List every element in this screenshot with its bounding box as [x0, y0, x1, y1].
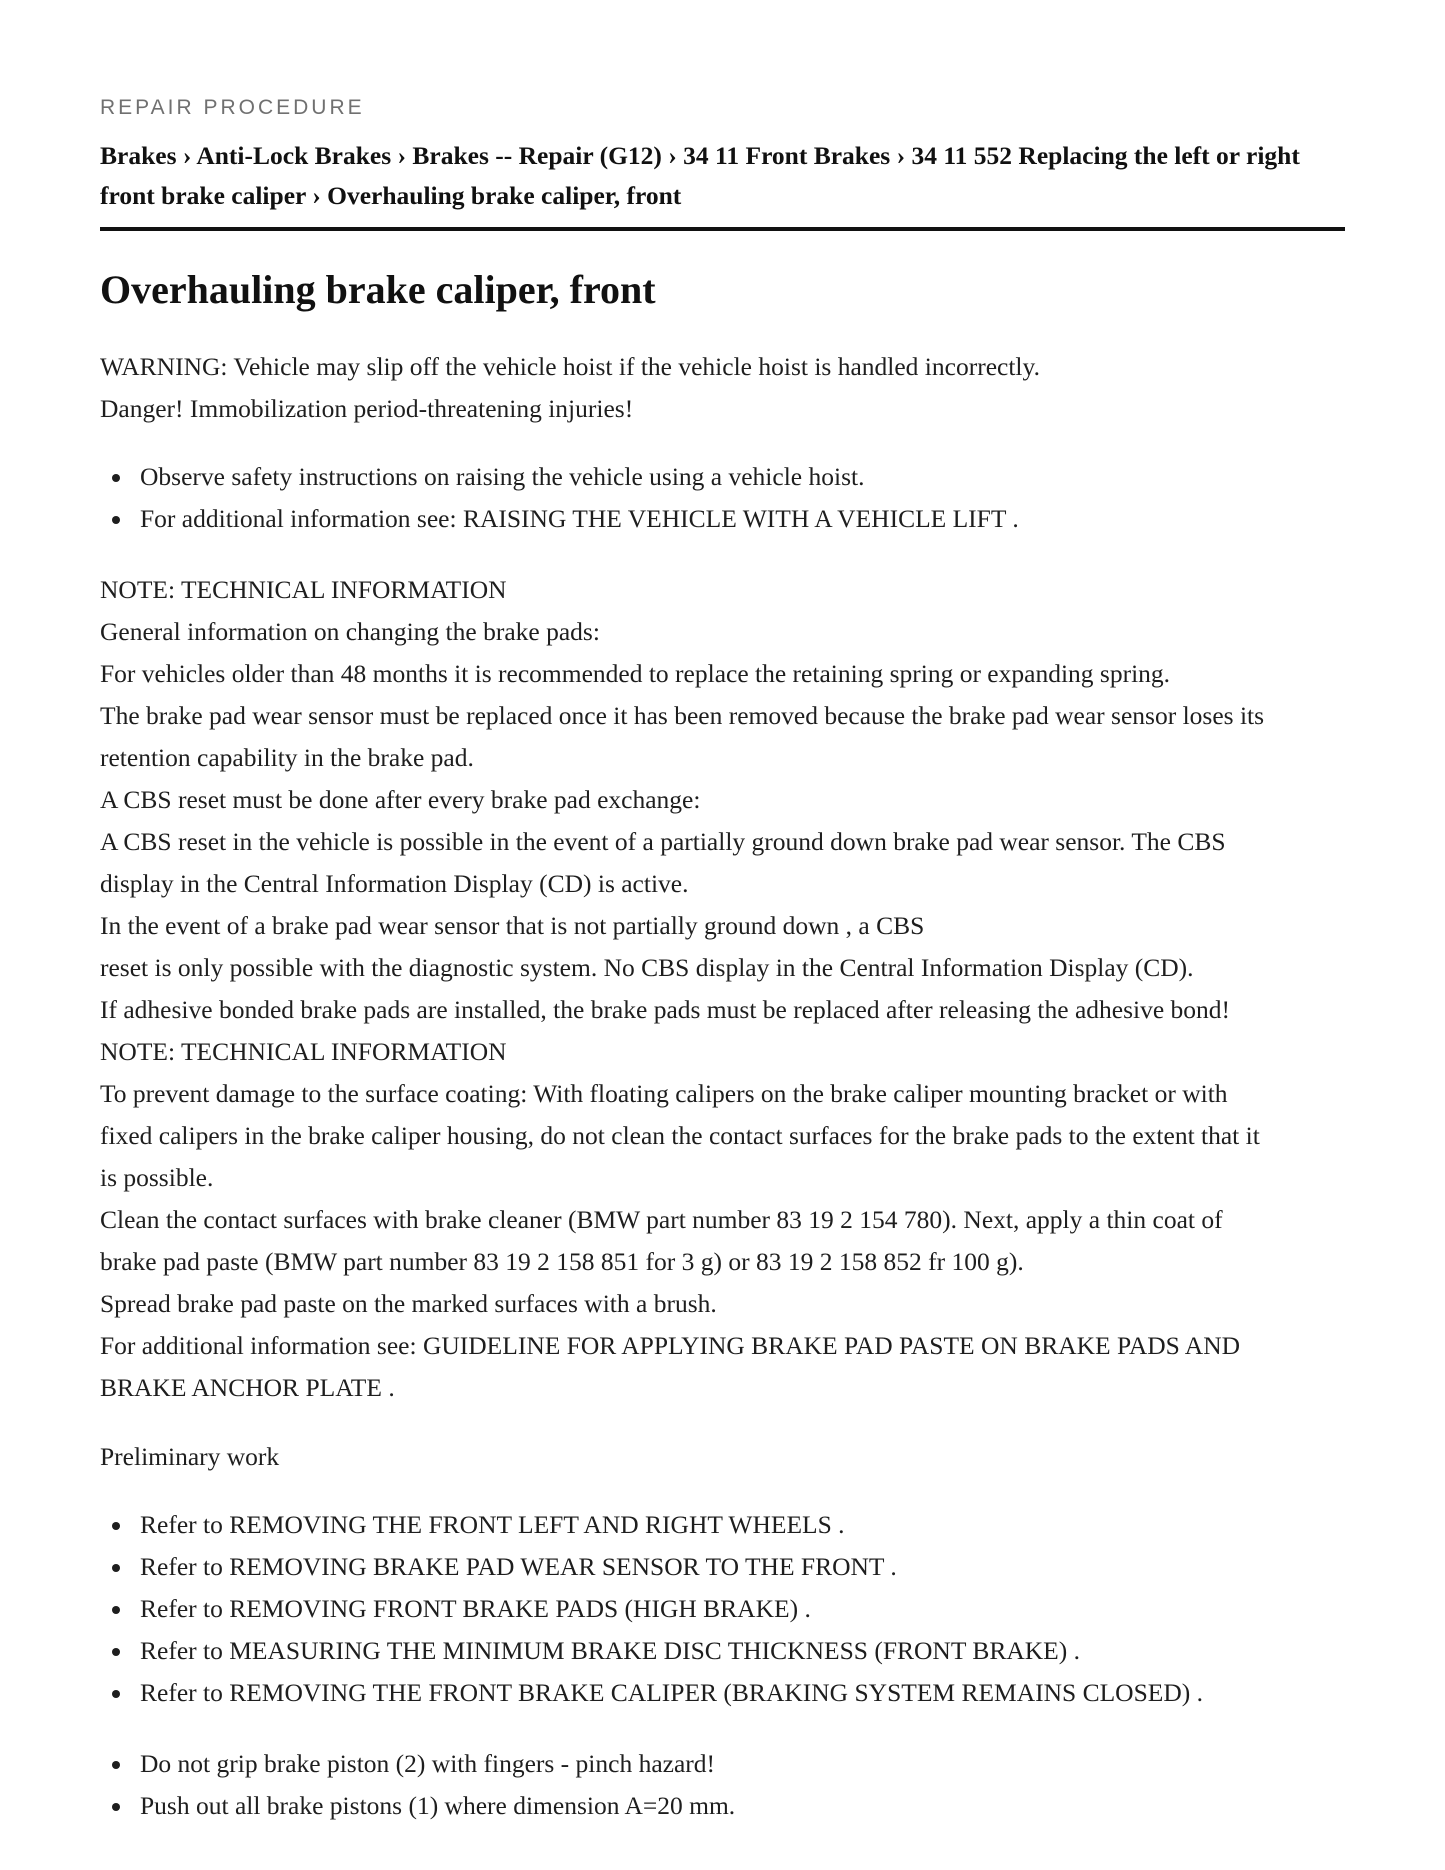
list-item: [100, 1785, 735, 1827]
note-text: reset is only possible with the diagnostic system. No CBS display in the Central Information Display (CD).: [100, 953, 1194, 982]
note-text: [100, 1325, 1345, 1367]
refer-prefix: Refer to: [140, 1510, 230, 1539]
note-text: display in the Central Information Display (CD) is active.: [100, 869, 689, 898]
note-text: is possible.: [100, 1163, 214, 1192]
note-text: In the event of a brake pad wear sensor that is not partially ground down , a CBS: [100, 911, 925, 940]
procedure-list: [100, 1743, 735, 1827]
refer-prefix: Refer to: [140, 1552, 230, 1581]
safety-list: [100, 456, 1019, 540]
breadcrumb: Brakes › Anti-Lock Brakes › Brakes -- Repair (G12) › 34 11 Front Brakes › 34 11 552 Replacing the left or right front brake caliper › Overhauling brake caliper, front: [100, 141, 1300, 210]
brake-paste-guideline-link[interactable]: GUIDELINE FOR APPLYING BRAKE PAD PASTE ON BRAKE PADS AND: [422, 1331, 1241, 1360]
list-item: [100, 1630, 1203, 1672]
list-item: [100, 1504, 1203, 1546]
raising-vehicle-link[interactable]: RAISING THE VEHICLE WITH A VEHICLE LIFT .: [462, 504, 1019, 533]
note-text: The brake pad wear sensor must be replaced once it has been removed because the brake pad wear sensor loses its retention capability in the brake pad.: [100, 701, 1265, 772]
note-text: General information on changing the brake pads:: [100, 617, 600, 646]
note-text: If adhesive bonded brake pads are installed, the brake pads must be replaced after releasing the adhesive bond!: [100, 995, 1231, 1024]
note-text: Clean the contact surfaces with brake cleaner (BMW part number 83 19 2 154 780). Next, apply a thin coat of: [100, 1205, 1223, 1234]
refer-prefix: Refer to: [140, 1594, 230, 1623]
list-item: [100, 1743, 735, 1785]
refer-prefix: Refer to: [140, 1678, 230, 1707]
list-item: [100, 456, 1019, 498]
note-heading: NOTE: TECHNICAL INFORMATION: [100, 1037, 507, 1066]
list-item: [100, 1546, 1203, 1588]
remove-wear-sensor-link[interactable]: REMOVING BRAKE PAD WEAR SENSOR TO THE FRONT .: [229, 1552, 897, 1581]
page-title: Overhauling brake caliper, front: [100, 267, 656, 312]
list-item: [100, 498, 1019, 540]
list-item: [100, 1672, 1203, 1714]
note-text: [100, 1367, 1345, 1409]
note-text: brake pad paste (BMW part number 83 19 2 158 851 for 3 g) or 83 19 2 158 852 fr 100 g).: [100, 1247, 1024, 1276]
note-heading: NOTE: TECHNICAL INFORMATION: [100, 575, 507, 604]
refer-prefix: Refer to: [140, 1636, 230, 1665]
note-text: For vehicles older than 48 months it is recommended to replace the retaining spring or expanding spring.: [100, 659, 1171, 688]
note-text: fixed calipers in the brake caliper housing, do not clean the contact surfaces for the brake pads to the extent that it: [100, 1121, 1260, 1150]
measure-disc-thickness-link[interactable]: MEASURING THE MINIMUM BRAKE DISC THICKNESS (FRONT BRAKE) .: [229, 1636, 1080, 1665]
list-item-text: Do not grip brake piston (2) with fingers - pinch hazard!: [140, 1749, 716, 1778]
list-item-prefix: For additional information see:: [140, 504, 463, 533]
brake-paste-guideline-link-cont[interactable]: BRAKE ANCHOR PLATE .: [100, 1373, 395, 1402]
list-item: [100, 1588, 1203, 1630]
note-text: Spread brake pad paste on the marked surfaces with a brush.: [100, 1289, 717, 1318]
warning-block: [100, 346, 1345, 430]
list-item-text: Push out all brake pistons (1) where dimension A=20 mm.: [140, 1791, 736, 1820]
note-text: A CBS reset must be done after every brake pad exchange:: [100, 785, 701, 814]
preliminary-heading-block: [100, 1436, 1345, 1478]
preliminary-heading: Preliminary work: [100, 1442, 280, 1471]
warning-text: WARNING: Vehicle may slip off the vehicle hoist if the vehicle hoist is handled incorrectly.: [100, 352, 1040, 381]
technical-notes: [100, 569, 1345, 1409]
note-text: A CBS reset in the vehicle is possible in the event of a partially ground down brake pad wear sensor. The CBS: [100, 827, 1226, 856]
section-kicker: REPAIR PROCEDURE: [100, 96, 365, 119]
note-prefix: For additional information see:: [100, 1331, 423, 1360]
remove-brake-caliper-link[interactable]: REMOVING THE FRONT BRAKE CALIPER (BRAKING SYSTEM REMAINS CLOSED) .: [229, 1678, 1203, 1707]
remove-wheels-link[interactable]: REMOVING THE FRONT LEFT AND RIGHT WHEELS .: [229, 1510, 845, 1539]
note-text: To prevent damage to the surface coating: With floating calipers on the brake caliper mounting bracket or with: [100, 1079, 1228, 1108]
remove-brake-pads-link[interactable]: REMOVING FRONT BRAKE PADS (HIGH BRAKE) .: [229, 1594, 811, 1623]
preliminary-list: [100, 1504, 1203, 1714]
header-divider: [100, 227, 1345, 231]
danger-text: Danger! Immobilization period-threatening injuries!: [100, 394, 634, 423]
list-item-text: Observe safety instructions on raising the vehicle using a vehicle hoist.: [140, 462, 865, 491]
